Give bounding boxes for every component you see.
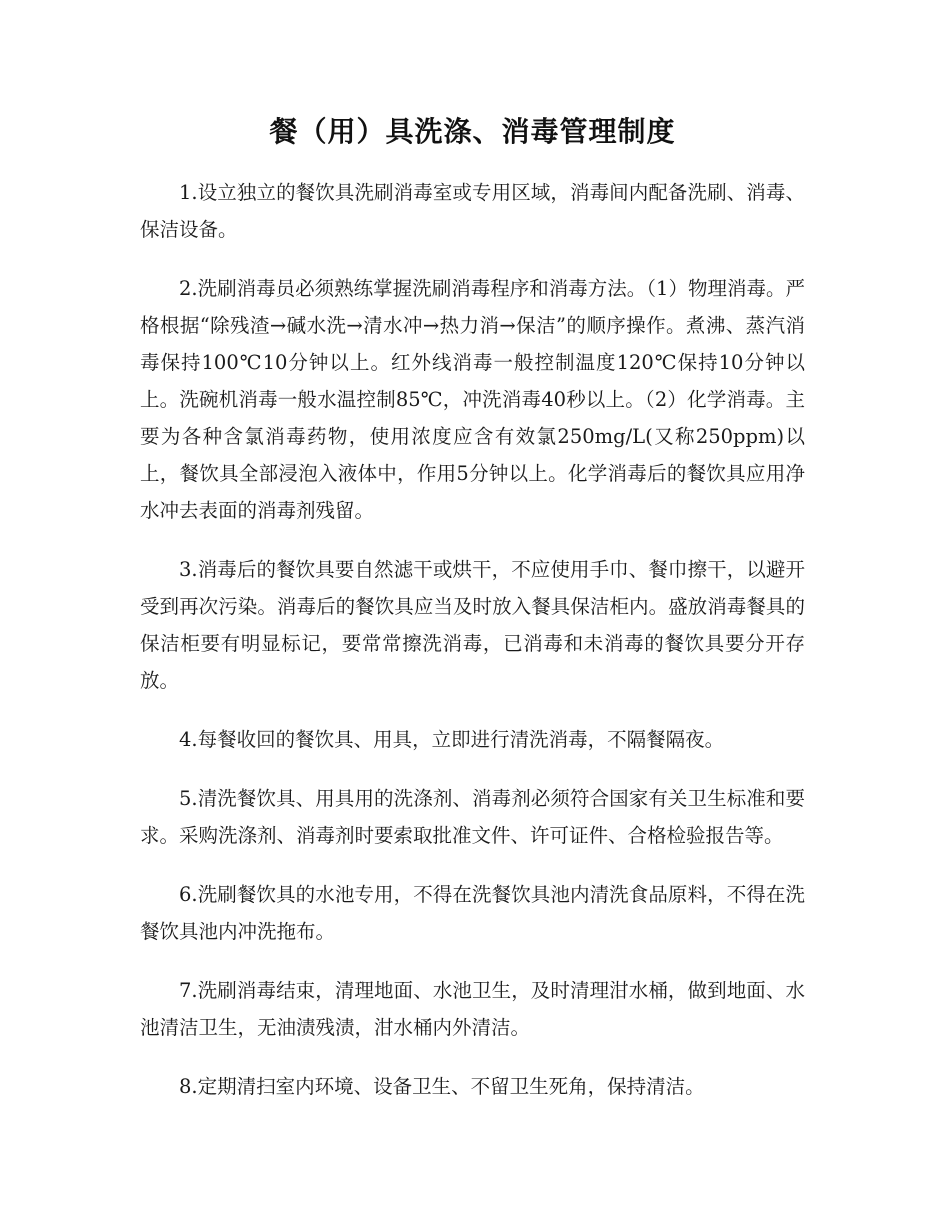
paragraph-2: 2.洗刷消毒员必须熟练掌握洗刷消毒程序和消毒方法。（1）物理消毒。严格根据“除残渣→碱水洗→清水冲→热力消→保洁”的顺序操作。煮沸、蒸汽消毒保持100℃10分钟以上。红外线消毒一般控制温度120℃保持10分钟以上。洗碗机消毒一般水温控制85℃，冲洗消毒40秒以上。（2）化学消毒。主要为各种含氯消毒药物，使用浓度应含有效氯250mg/L(又称250ppm)以上，餐饮具全部浸泡入液体中，作用5分钟以上。化学消毒后的餐饮具应用净水冲去表面的消毒剂残留。 [140,277,805,522]
paragraph-5: 5.清洗餐饮具、用具用的洗涤剂、消毒剂必须符合国家有关卫生标准和要求。采购洗涤剂、消毒剂时要索取批准文件、许可证件、合格检验报告等。 [140,787,805,847]
document-title: 餐（用）具洗涤、消毒管理制度 [269,115,676,148]
paragraph-7: 7.洗刷消毒结束，清理地面、水池卫生，及时清理泔水桶，做到地面、水池清洁卫生，无油渍残渍，泔水桶内外清洁。 [140,979,805,1039]
paragraph-4: 4.每餐收回的餐饮具、用具，立即进行清洗消毒，不隔餐隔夜。 [179,728,725,751]
paragraph-8: 8.定期清扫室内环境、设备卫生、不留卫生死角，保持清洁。 [179,1075,705,1098]
paragraph-6: 6.洗刷餐饮具的水池专用，不得在洗餐饮具池内清洗食品原料，不得在洗餐饮具池内冲洗拖布。 [140,883,805,943]
document-page [140,108,805,1127]
paragraph-3: 3.消毒后的餐饮具要自然滤干或烘干，不应使用手巾、餐巾擦干，以避开受到再次污染。消毒后的餐饮具应当及时放入餐具保洁柜内。盛放消毒餐具的保洁柜要有明显标记，要常常擦洗消毒，已消毒和未消毒的餐饮具要分开存放。 [140,558,805,692]
paragraph-1: 1.设立独立的餐饮具洗刷消毒室或专用区域，消毒间内配备洗刷、消毒、保洁设备。 [140,181,805,241]
